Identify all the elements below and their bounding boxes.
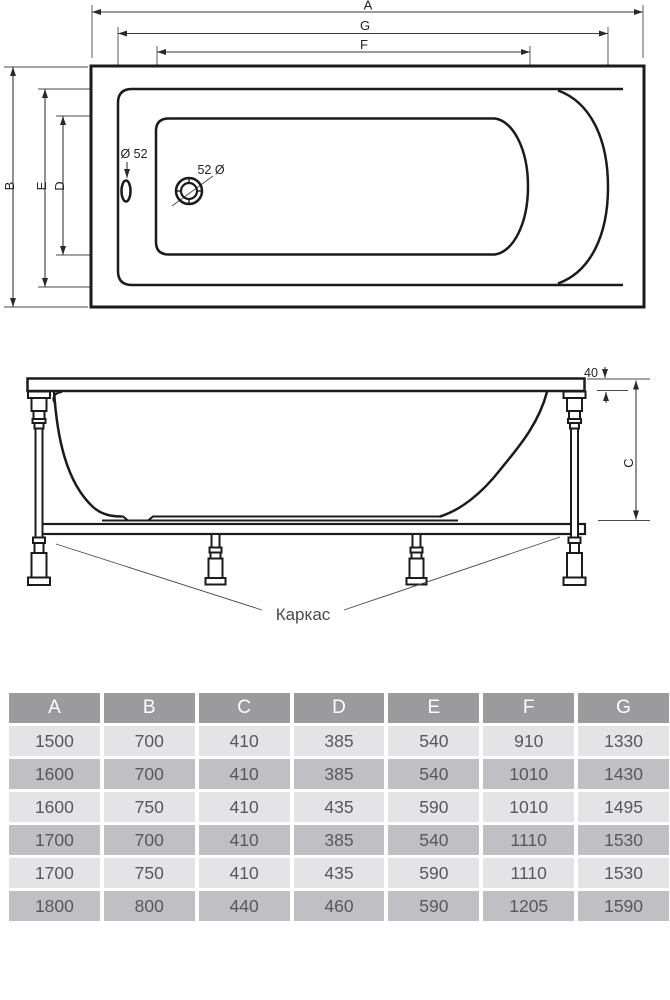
table-cell: 910 [483,726,574,756]
table-header-G: G [578,693,669,723]
table-cell: 800 [104,891,195,921]
frame-leg-front-right [564,392,586,586]
table-cell: 435 [294,858,385,888]
table-cell: 410 [199,825,290,855]
table-cell: 460 [294,891,385,921]
table-cell: 1530 [578,858,669,888]
top-view [2,0,644,307]
dim-label-E: E [34,181,49,191]
table-cell: 1430 [578,759,669,789]
frame-leader-right [344,537,560,610]
table-cell: 540 [388,825,479,855]
dim-label-A: A [363,0,373,13]
tub-right-wall-profile [440,392,547,517]
table-header-F: F [483,693,574,723]
table-cell: 750 [104,858,195,888]
table-cell: 1800 [9,891,100,921]
dim-label-D: D [52,181,67,191]
table-cell: 440 [199,891,290,921]
frame-leg-front-left [28,392,50,586]
table-cell: 410 [199,726,290,756]
table-cell: 435 [294,792,385,822]
tub-left-wall-profile [54,391,122,517]
overflow-diameter-label: Ø 52 [120,147,148,161]
table-cell: 410 [199,759,290,789]
table-header-B: B [104,693,195,723]
dim-label-F: F [360,37,368,52]
table-cell: 1110 [483,858,574,888]
table-cell: 1530 [578,825,669,855]
frame-leg-middle-left [206,534,226,585]
dim-label-G: G [359,18,371,33]
side-view [28,366,651,624]
table-cell: 590 [388,792,479,822]
table-cell: 385 [294,759,385,789]
dim-label-C: C [621,458,636,468]
table-cell: 1110 [483,825,574,855]
dimensions-table [9,693,669,921]
table-cell: 1600 [9,759,100,789]
table-cell: 410 [199,792,290,822]
tub-basin-edge [156,119,528,255]
frame-bottom-rail [40,524,585,534]
table-cell: 1010 [483,759,574,789]
table-cell: 385 [294,726,385,756]
tub-rim-side [28,379,585,392]
table-cell: 410 [199,858,290,888]
table-cell: 1010 [483,792,574,822]
table-cell: 1700 [9,825,100,855]
table-cell: 700 [104,759,195,789]
table-cell: 1590 [578,891,669,921]
frame-leader-left [56,544,262,610]
table-cell: 1600 [9,792,100,822]
rim-thickness-label: 40 [584,366,598,380]
drain-diameter-label: 52 Ø [197,163,225,177]
table-header-D: D [294,693,385,723]
table-cell: 385 [294,825,385,855]
table-cell: 750 [104,792,195,822]
table-cell: 540 [388,759,479,789]
dim-label-B: B [2,181,17,191]
table-cell: 700 [104,726,195,756]
table-cell: 1330 [578,726,669,756]
table-cell: 1500 [9,726,100,756]
table-cell: 1495 [578,792,669,822]
table-cell: 590 [388,858,479,888]
table-cell: 590 [388,891,479,921]
table-cell: 1205 [483,891,574,921]
frame-leg-middle-right [407,534,427,585]
frame-label: Каркас [275,605,331,624]
table-header-A: A [9,693,100,723]
table-cell: 1700 [9,858,100,888]
table-header-E: E [388,693,479,723]
table-header-C: C [199,693,290,723]
table-cell: 700 [104,825,195,855]
table-cell: 540 [388,726,479,756]
